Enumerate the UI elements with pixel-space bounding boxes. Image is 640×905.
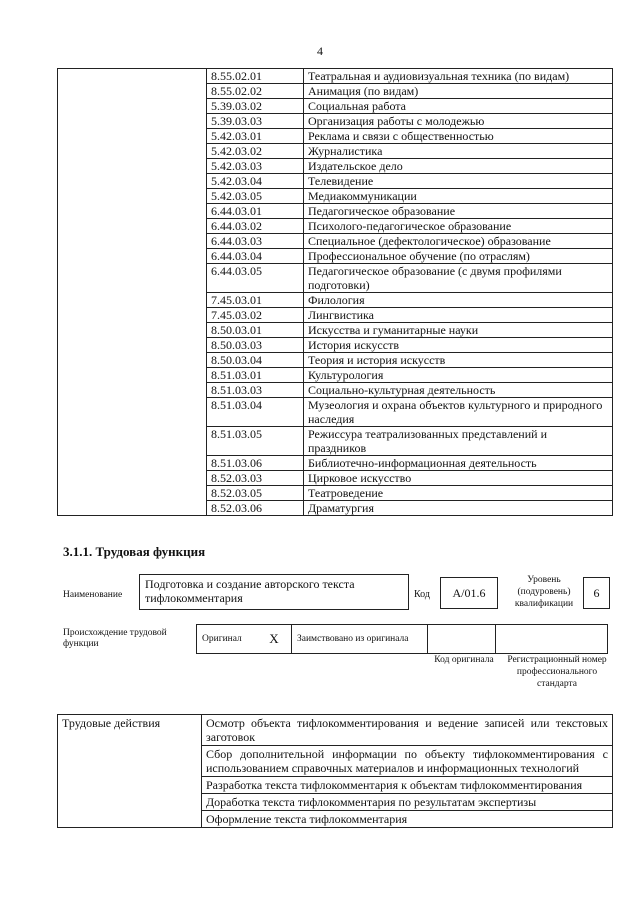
specialty-name-cell: Библиотечно-информационная деятельность xyxy=(304,456,613,471)
specialty-name-cell: Медиакоммуникации xyxy=(304,189,613,204)
code-cell: 6.44.03.01 xyxy=(207,204,304,219)
specialty-name-cell: Издательское дело xyxy=(304,159,613,174)
registration-number-cell xyxy=(496,625,608,654)
specialty-name-cell: Журналистика xyxy=(304,144,613,159)
origin-table xyxy=(196,624,608,654)
code-cell: 8.52.03.03 xyxy=(207,471,304,486)
labor-action-item: Разработка текста тифлокомментария к объектам тифлокомментирования xyxy=(202,777,613,794)
specialty-name-cell: Теория и история искусств xyxy=(304,353,613,368)
specialty-name-cell: Культурология xyxy=(304,368,613,383)
labor-action-item: Оформление текста тифлокомментария xyxy=(202,811,613,828)
code-cell: 5.42.03.04 xyxy=(207,174,304,189)
code-cell: 8.52.03.05 xyxy=(207,486,304,501)
original-mark: X xyxy=(257,625,292,654)
code-cell: 6.44.03.05 xyxy=(207,264,304,293)
labor-action-item: Доработка текста тифлокомментария по результатам экспертизы xyxy=(202,794,613,811)
codes-table-body xyxy=(58,69,613,516)
education-codes-table xyxy=(57,68,613,516)
specialty-name-cell: Организация работы с молодежью xyxy=(304,114,613,129)
specialty-name-cell: Реклама и связи с общественностью xyxy=(304,129,613,144)
registration-number-caption: Регистрационный номер профессионального стандарта xyxy=(507,655,607,689)
codes-table-row xyxy=(58,69,613,84)
action-row xyxy=(58,715,613,746)
specialty-name-cell: Искусства и гуманитарные науки xyxy=(304,323,613,338)
specialty-name-cell: Телевидение xyxy=(304,174,613,189)
specialty-name-cell: Театроведение xyxy=(304,486,613,501)
labor-actions-label: Трудовые действия xyxy=(58,715,202,828)
code-cell: 7.45.03.02 xyxy=(207,308,304,323)
specialty-name-cell: История искусств xyxy=(304,338,613,353)
code-cell: 5.39.03.03 xyxy=(207,114,304,129)
code-cell: 8.51.03.03 xyxy=(207,383,304,398)
code-cell: 5.42.03.01 xyxy=(207,129,304,144)
specialty-name-cell: Педагогическое образование xyxy=(304,204,613,219)
code-cell: 8.51.03.04 xyxy=(207,398,304,427)
code-cell: 6.44.03.02 xyxy=(207,219,304,234)
page-number: 4 xyxy=(317,44,323,58)
code-cell: 8.55.02.02 xyxy=(207,84,304,99)
qualification-level-box: 6 xyxy=(583,577,610,609)
codes-table-left-cell xyxy=(58,69,207,516)
labor-action-item: Осмотр объекта тифлокомментирования и ведение записей или текстовых заготовок xyxy=(202,715,613,746)
specialty-name-cell: Психолого-педагогическое образование xyxy=(304,219,613,234)
labor-actions-table xyxy=(57,714,613,828)
code-cell: 6.44.03.04 xyxy=(207,249,304,264)
code-cell: 5.42.03.05 xyxy=(207,189,304,204)
specialty-name-cell: Анимация (по видам) xyxy=(304,84,613,99)
function-code-box: A/01.6 xyxy=(440,577,498,609)
origin-label: Происхождение трудовой функции xyxy=(63,628,167,649)
code-cell: 8.50.03.03 xyxy=(207,338,304,353)
specialty-name-cell: Филология xyxy=(304,293,613,308)
specialty-name-cell: Драматургия xyxy=(304,501,613,516)
code-cell: 8.52.03.06 xyxy=(207,501,304,516)
specialty-name-cell: Социальная работа xyxy=(304,99,613,114)
specialty-name-cell: Профессиональное обучение (по отраслям) xyxy=(304,249,613,264)
borrowed-label: Заимствовано из оригинала xyxy=(292,625,428,654)
code-cell: 5.39.03.02 xyxy=(207,99,304,114)
code-cell: 8.55.02.01 xyxy=(207,69,304,84)
specialty-name-cell: Педагогическое образование (с двумя профилями подготовки) xyxy=(304,264,613,293)
section-title: 3.1.1. Трудовая функция xyxy=(63,544,206,559)
code-cell: 5.42.03.02 xyxy=(207,144,304,159)
function-name-box: Подготовка и создание авторского текста тифлокомментария xyxy=(139,574,409,610)
specialty-name-cell: Музеология и охрана объектов культурного и природного наследия xyxy=(304,398,613,427)
specialty-name-cell: Режиссура театрализованных представлений и праздников xyxy=(304,427,613,456)
code-cell: 8.51.03.06 xyxy=(207,456,304,471)
code-cell: 5.42.03.03 xyxy=(207,159,304,174)
code-cell: 8.51.03.01 xyxy=(207,368,304,383)
qualification-level-label: Уровень (подуровень) квалификации xyxy=(514,575,574,609)
code-label: Код xyxy=(414,589,430,600)
original-label: Оригинал xyxy=(197,625,258,654)
specialty-name-cell: Специальное (дефектологическое) образование xyxy=(304,234,613,249)
specialty-name-cell: Театральная и аудиовизуальная техника (по видам) xyxy=(304,69,613,84)
code-cell: 8.50.03.04 xyxy=(207,353,304,368)
specialty-name-cell: Лингвистика xyxy=(304,308,613,323)
actions-table-body xyxy=(58,715,613,828)
original-code-cell xyxy=(428,625,496,654)
name-label: Наименование xyxy=(63,590,123,600)
specialty-name-cell: Цирковое искусство xyxy=(304,471,613,486)
code-cell: 8.50.03.01 xyxy=(207,323,304,338)
original-code-caption: Код оригинала xyxy=(434,655,494,665)
code-cell: 8.51.03.05 xyxy=(207,427,304,456)
specialty-name-cell: Социально-культурная деятельность xyxy=(304,383,613,398)
code-cell: 6.44.03.03 xyxy=(207,234,304,249)
labor-action-item: Сбор дополнительной информации по объекту тифлокомментирования с использованием справочных материалов и информационных технологий xyxy=(202,746,613,777)
code-cell: 7.45.03.01 xyxy=(207,293,304,308)
